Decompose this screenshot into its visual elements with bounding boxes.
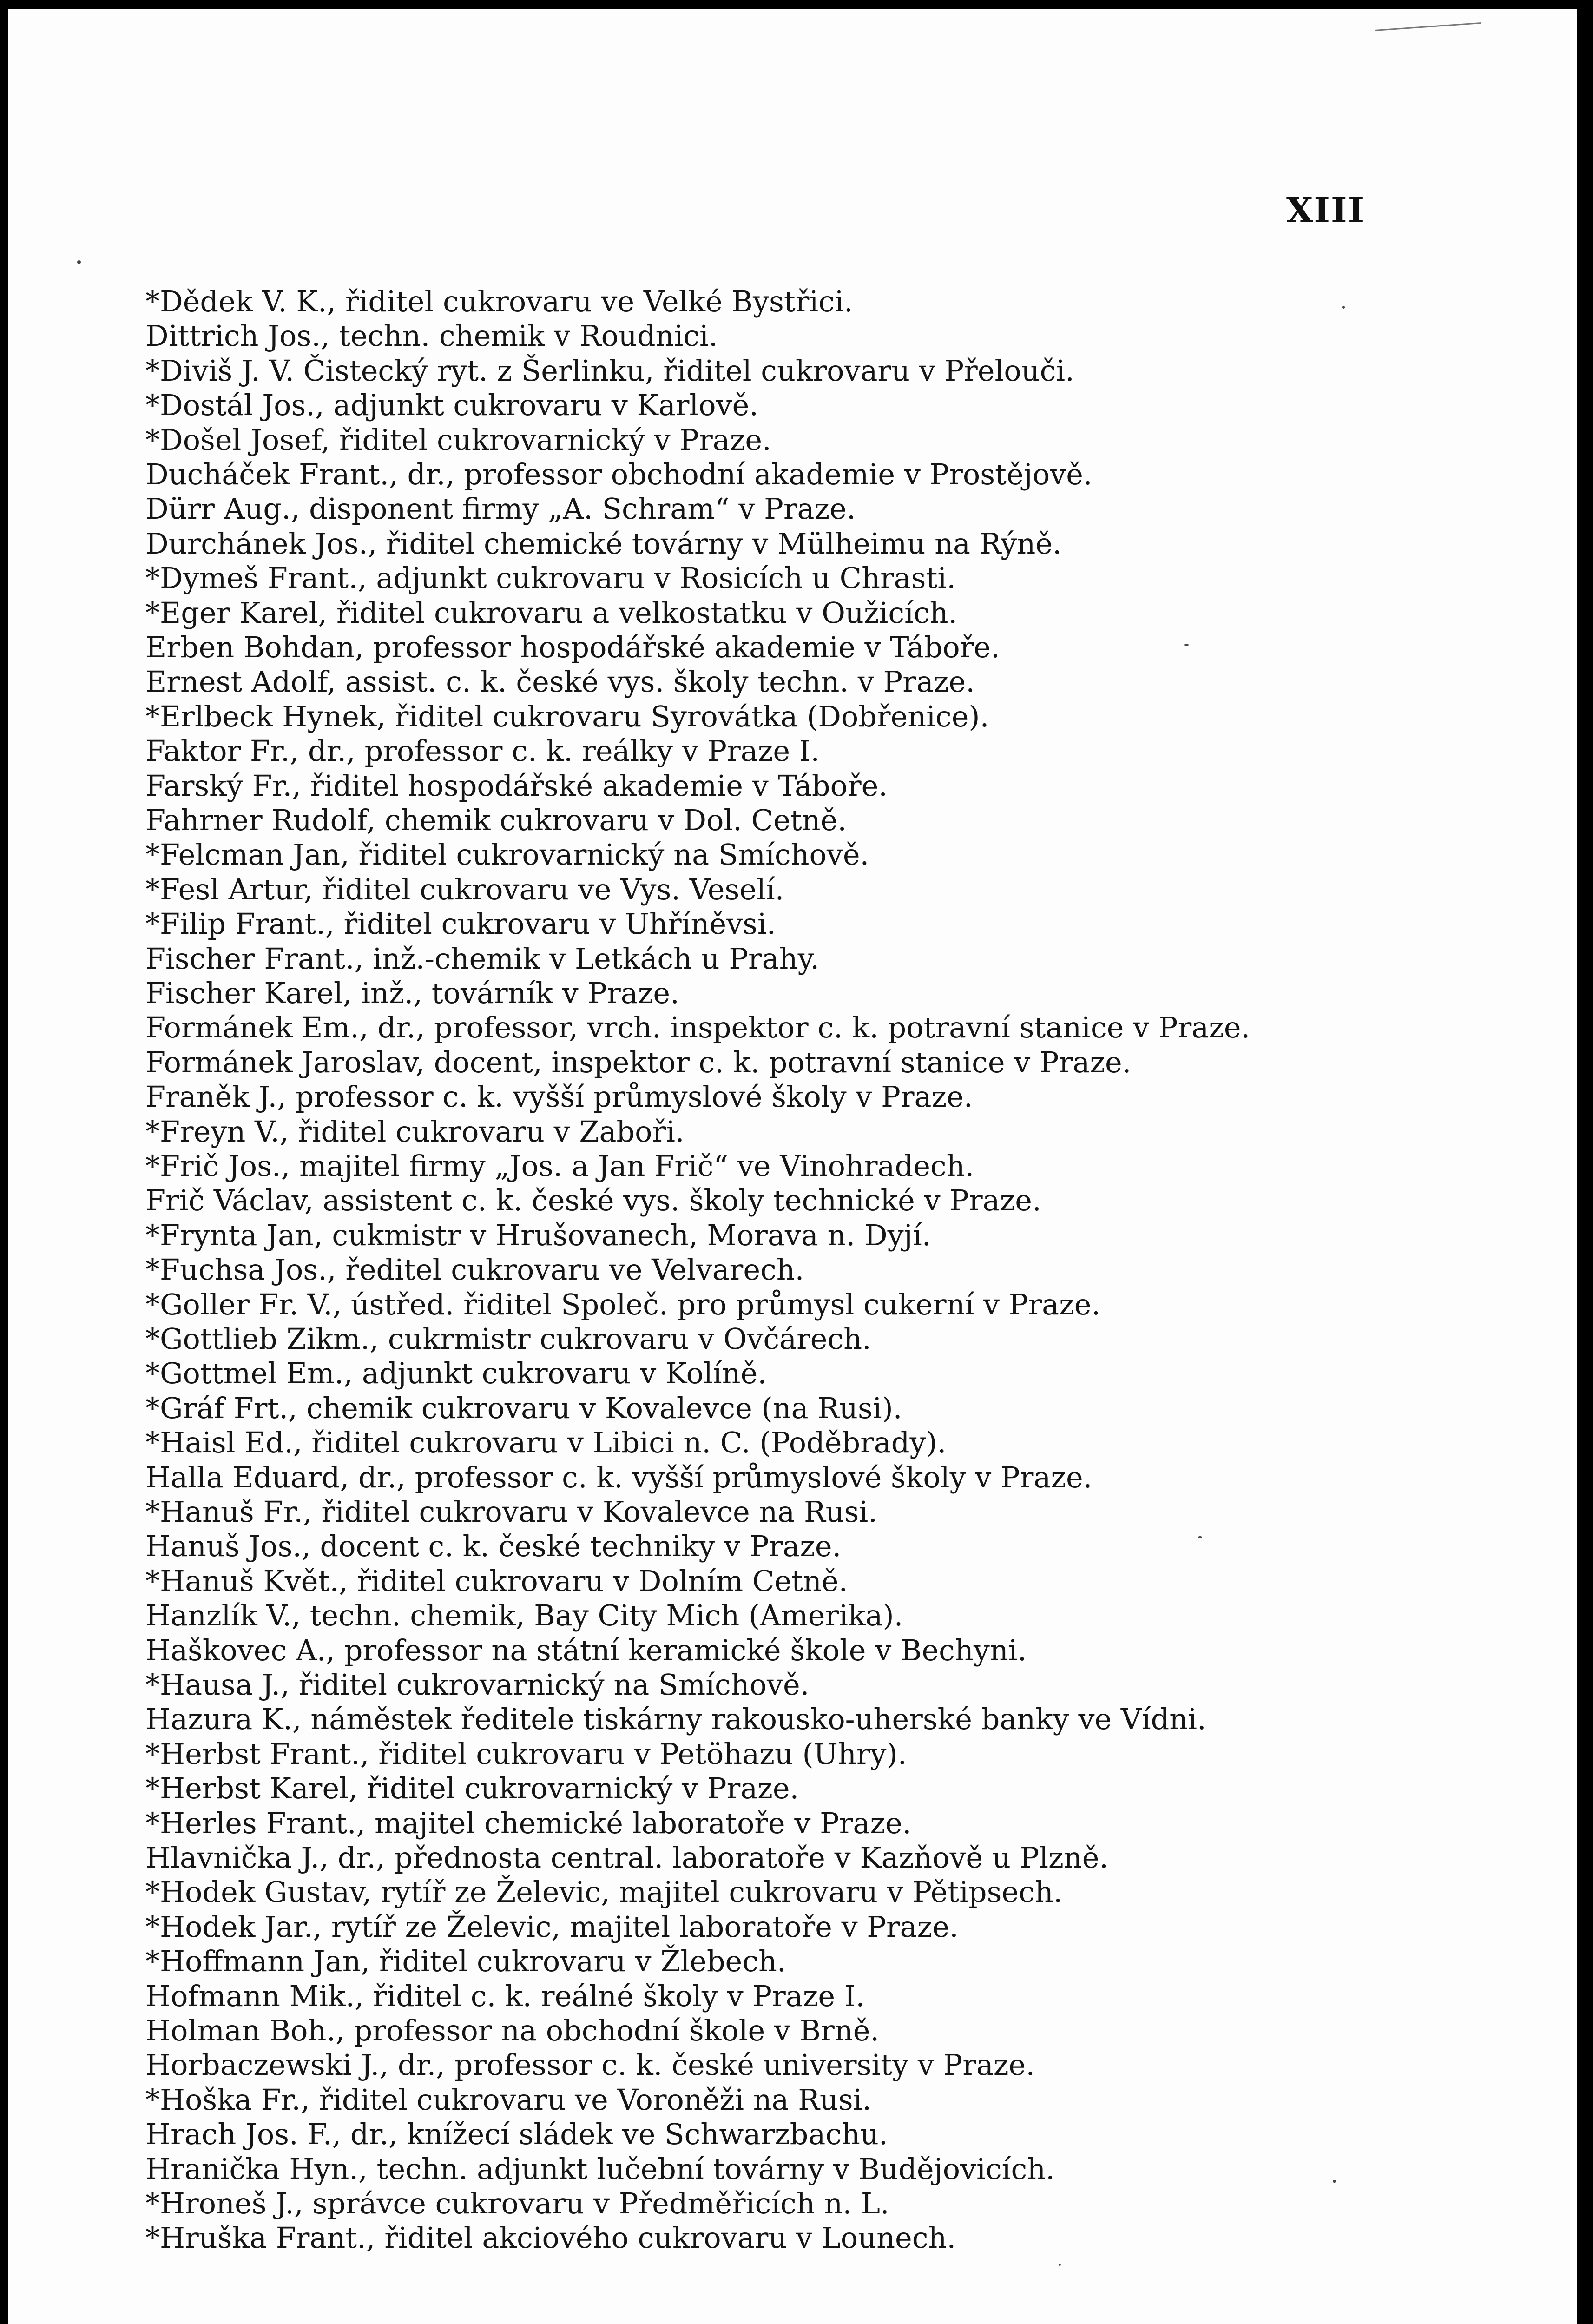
- entry-line: Hofmann Mik., řiditel c. k. reálné školy v Praze I.: [145, 1979, 865, 2013]
- entry-line: *Hruška Frant., řiditel akciového cukrovaru v Lounech.: [145, 2221, 956, 2255]
- entry-line: *Fesl Artur, řiditel cukrovaru ve Vys. Veselí.: [145, 872, 784, 906]
- scan-speck: [1198, 1536, 1202, 1538]
- entry-line: Horbaczewski J., dr., professor c. k. české university v Praze.: [145, 2048, 1035, 2082]
- entry-line: Fischer Frant., inž.-chemik v Letkách u Prahy.: [145, 941, 820, 976]
- entry-line: *Diviš J. V. Čistecký ryt. z Šerlinku, řiditel cukrovaru v Přelouči.: [145, 353, 1074, 388]
- entry-line: Dürr Aug., disponent firmy „A. Schram“ v Praze.: [145, 492, 856, 526]
- entry-line: *Erlbeck Hynek, řiditel cukrovaru Syrovátka (Dobřenice).: [145, 699, 989, 733]
- entry-line: *Eger Karel, řiditel cukrovaru a velkostatku v Oužicích.: [145, 595, 958, 630]
- entry-line: *Haisl Ed., řiditel cukrovaru v Libici n. C. (Poděbrady).: [145, 1426, 947, 1460]
- entry-line: Fahrner Rudolf, chemik cukrovaru v Dol. Cetně.: [145, 803, 847, 837]
- entry-line: Formánek Jaroslav, docent, inspektor c. k. potravní stanice v Praze.: [145, 1045, 1132, 1079]
- entry-line: Ernest Adolf, assist. c. k. české vys. školy techn. v Praze.: [145, 665, 975, 699]
- scan-speck: [1059, 2264, 1061, 2266]
- entry-line: Faktor Fr., dr., professor c. k. reálky v Praze I.: [145, 734, 820, 768]
- entry-line: *Došel Josef, řiditel cukrovarnický v Praze.: [145, 423, 771, 457]
- entry-line: Formánek Em., dr., professor, vrch. inspektor c. k. potravní stanice v Praze.: [145, 1010, 1251, 1045]
- entry-line: *Filip Frant., řiditel cukrovaru v Uhříněvsi.: [145, 907, 776, 941]
- page-number: XIII: [1286, 191, 1365, 231]
- entry-line: Haškovec A., professor na státní keramické škole v Bechyni.: [145, 1633, 1027, 1667]
- entry-line: *Gottmel Em., adjunkt cukrovaru v Kolíně.: [145, 1356, 767, 1391]
- entry-line: *Goller Fr. V., ústřed. řiditel Společ. pro průmysl cukerní v Praze.: [145, 1287, 1101, 1321]
- entry-line: *Herbst Frant., řiditel cukrovaru v Petöhazu (Uhry).: [145, 1736, 907, 1771]
- entry-line: Hanzlík V., techn. chemik, Bay City Mich (Amerika).: [145, 1598, 903, 1633]
- entry-line: *Fuchsa Jos., ředitel cukrovaru ve Velvarech.: [145, 1253, 804, 1287]
- entry-line: Ducháček Frant., dr., professor obchodní akademie v Prostějově.: [145, 457, 1093, 491]
- entry-line: *Gottlieb Zikm., cukrmistr cukrovaru v Ovčárech.: [145, 1322, 871, 1356]
- entry-line: *Hausa J., řiditel cukrovarnický na Smíchově.: [145, 1668, 810, 1702]
- document-page: [8, 9, 1577, 2324]
- entry-line: *Hanuš Fr., řiditel cukrovaru v Kovalevce na Rusi.: [145, 1495, 877, 1529]
- entry-line: *Hroneš J., správce cukrovaru v Předměřicích n. L.: [145, 2186, 889, 2220]
- entry-line: *Gráf Frt., chemik cukrovaru v Kovalevce (na Rusi).: [145, 1391, 902, 1425]
- entry-line: *Felcman Jan, řiditel cukrovarnický na Smíchově.: [145, 838, 869, 872]
- entry-line: Hlavnička J., dr., přednosta central. laboratoře v Kazňově u Plzně.: [145, 1841, 1109, 1875]
- entry-line: Franěk J., professor c. k. vyšší průmyslové školy v Praze.: [145, 1080, 973, 1114]
- entry-line: Hrach Jos. F., dr., knížecí sládek ve Schwarzbachu.: [145, 2117, 888, 2152]
- scan-speck: [1333, 2180, 1336, 2183]
- entry-line: Halla Eduard, dr., professor c. k. vyšší průmyslové školy v Praze.: [145, 1460, 1093, 1494]
- entry-line: Frič Václav, assistent c. k. české vys. školy technické v Praze.: [145, 1183, 1041, 1218]
- entry-line: *Freyn V., řiditel cukrovaru v Zaboři.: [145, 1114, 685, 1149]
- entry-line: Durchánek Jos., řiditel chemické továrny v Mülheimu na Rýně.: [145, 526, 1062, 561]
- entry-line: Dittrich Jos., techn. chemik v Roudnici.: [145, 319, 718, 353]
- entry-line: *Herles Frant., majitel chemické laboratoře v Praze.: [145, 1806, 912, 1840]
- entry-line: *Hanuš Květ., řiditel cukrovaru v Dolním Cetně.: [145, 1564, 848, 1598]
- scan-mark: [1375, 22, 1481, 31]
- entry-line: *Frynta Jan, cukmistr v Hrušovanech, Morava n. Dyjí.: [145, 1218, 931, 1252]
- entry-line: *Hoffmann Jan, řiditel cukrovaru v Žlebech.: [145, 1944, 786, 1979]
- entry-line: Hazura K., náměstek ředitele tiskárny rakousko-uherské banky ve Vídni.: [145, 1702, 1206, 1736]
- entry-line: Fischer Karel, inž., továrník v Praze.: [145, 976, 679, 1010]
- entry-line: *Hoška Fr., řiditel cukrovaru ve Voroněži na Rusi.: [145, 2082, 872, 2117]
- entry-line: *Frič Jos., majitel firmy „Jos. a Jan Frič“ ve Vinohradech.: [145, 1149, 974, 1183]
- scan-speck: [1184, 644, 1189, 646]
- entry-line: *Hodek Jar., rytíř ze Želevic, majitel laboratoře v Praze.: [145, 1909, 959, 1944]
- entry-line: Holman Boh., professor na obchodní škole v Brně.: [145, 2014, 880, 2047]
- entry-line: *Hodek Gustav, rytíř ze Želevic, majitel cukrovaru v Pětipsech.: [145, 1875, 1063, 1909]
- entry-line: Hranička Hyn., techn. adjunkt lučební továrny v Budějovicích.: [145, 2152, 1055, 2186]
- entry-line: *Dymeš Frant., adjunkt cukrovaru v Rosicích u Chrasti.: [145, 561, 956, 595]
- scan-speck: [77, 260, 81, 264]
- scan-speck: [1342, 306, 1345, 309]
- entry-line: Hanuš Jos., docent c. k. české techniky v Praze.: [145, 1529, 842, 1564]
- entry-line: *Dostál Jos., adjunkt cukrovaru v Karlově.: [145, 388, 759, 423]
- entry-line: Farský Fr., řiditel hospodářské akademie v Táboře.: [145, 768, 888, 803]
- entry-line: *Dědek V. K., řiditel cukrovaru ve Velké Bystřici.: [145, 284, 853, 318]
- entry-line: *Herbst Karel, řiditel cukrovarnický v Praze.: [145, 1771, 799, 1806]
- entry-line: Erben Bohdan, professor hospodářské akademie v Táboře.: [145, 630, 1000, 664]
